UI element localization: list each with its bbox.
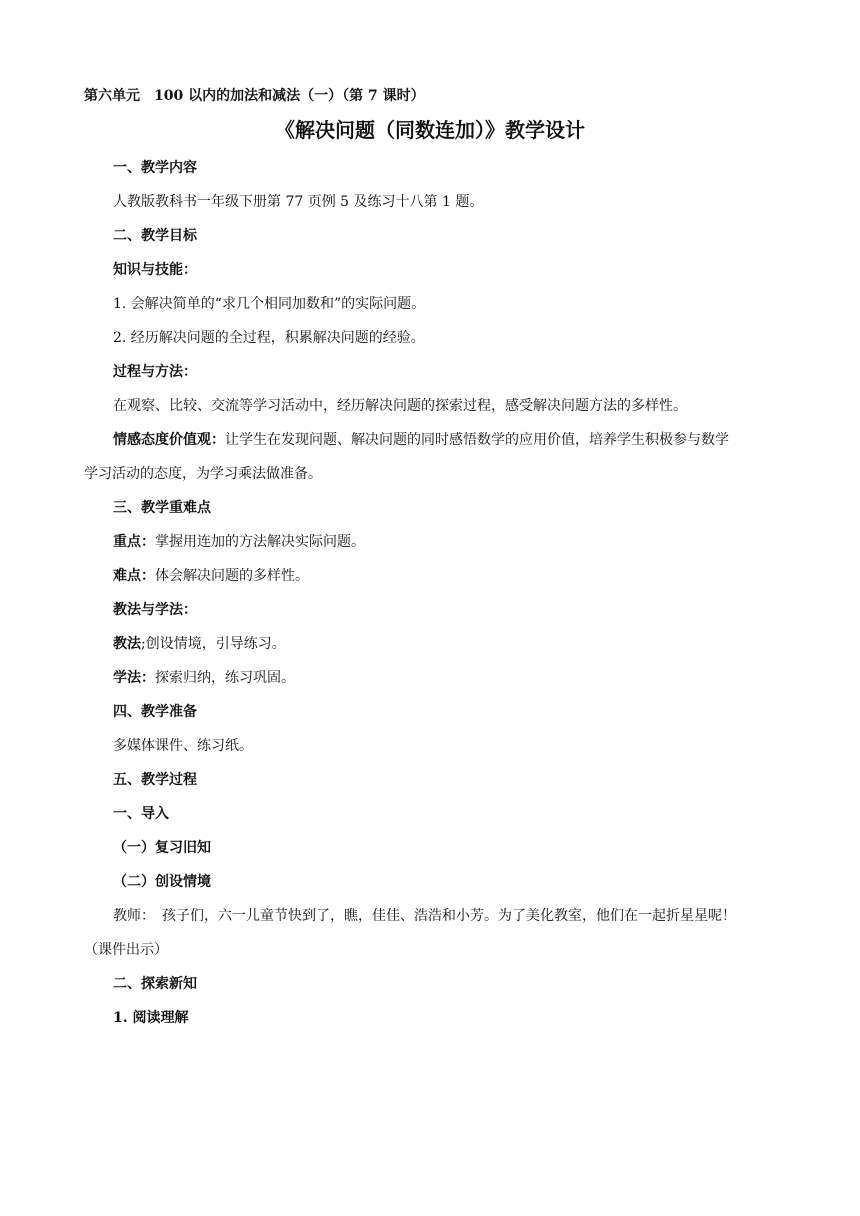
teach-method-line	[113, 634, 286, 654]
prep-text: 多媒体课件、练习纸。	[113, 738, 253, 754]
learn-label: 学法：	[113, 670, 155, 686]
document-title: 《解决问题（同数连加）》教学设计	[275, 118, 585, 142]
explore-heading: 二、探索新知	[113, 976, 197, 992]
emotion-line-1	[113, 430, 729, 450]
knowledge-heading: 知识与技能：	[113, 262, 197, 278]
methods-heading: 教法与学法：	[113, 602, 197, 618]
difficult-label: 难点：	[113, 568, 155, 584]
learn-method-line	[113, 668, 295, 688]
section-heading-prep: 四、教学准备	[113, 704, 197, 720]
emotion-line-2: 学习活动的态度，为学习乘法做准备。	[84, 466, 322, 482]
reading-heading: 1. 阅读理解	[113, 1010, 189, 1026]
teacher-text-line-2: （课件出示）	[84, 942, 168, 958]
section-heading-content: 一、教学内容	[113, 160, 197, 176]
teacher-text-line-1: 教师： 孩子们，六一儿童节快到了，瞧，佳佳、浩浩和小芳。为了美化教室，他们在一起折星星呢！	[113, 908, 736, 924]
section-heading-keypoints: 三、教学重难点	[113, 500, 211, 516]
teach-label: 教法	[113, 636, 141, 652]
emotion-text: 让学生在发现问题、解决问题的同时感悟数学的应用价值，培养学生积极参与数学	[225, 432, 729, 448]
knowledge-item-1: 1. 会解决简单的“求几个相同加数和”的实际问题。	[113, 296, 426, 312]
knowledge-item-2: 2. 经历解决问题的全过程，积累解决问题的经验。	[113, 330, 425, 346]
learn-text: 探索归纳，练习巩固。	[155, 670, 295, 686]
intro-heading: 一、导入	[113, 806, 169, 822]
process-text: 在观察、比较、交流等学习活动中，经历解决问题的探索过程，感受解决问题方法的多样性。	[113, 398, 687, 414]
key-point-line	[113, 532, 365, 552]
difficult-text: 体会解决问题的多样性。	[155, 568, 309, 584]
key-text: 掌握用连加的方法解决实际问题。	[155, 534, 365, 550]
process-heading: 过程与方法：	[113, 364, 197, 380]
teach-text: ;创设情境，引导练习。	[141, 636, 286, 652]
scene-heading: （二）创设情境	[113, 874, 211, 890]
emotion-label: 情感态度价值观：	[113, 432, 225, 448]
review-heading: （一）复习旧知	[113, 840, 211, 856]
content-text: 人教版教科书一年级下册第 77 页例 5 及练习十八第 1 题。	[113, 194, 484, 210]
unit-header: 第六单元 100 以内的加法和减法（一）（第 7 课时）	[84, 88, 425, 104]
difficult-point-line	[113, 566, 309, 586]
section-heading-goals: 二、教学目标	[113, 228, 197, 244]
section-heading-procedure: 五、教学过程	[113, 772, 197, 788]
key-label: 重点：	[113, 534, 155, 550]
